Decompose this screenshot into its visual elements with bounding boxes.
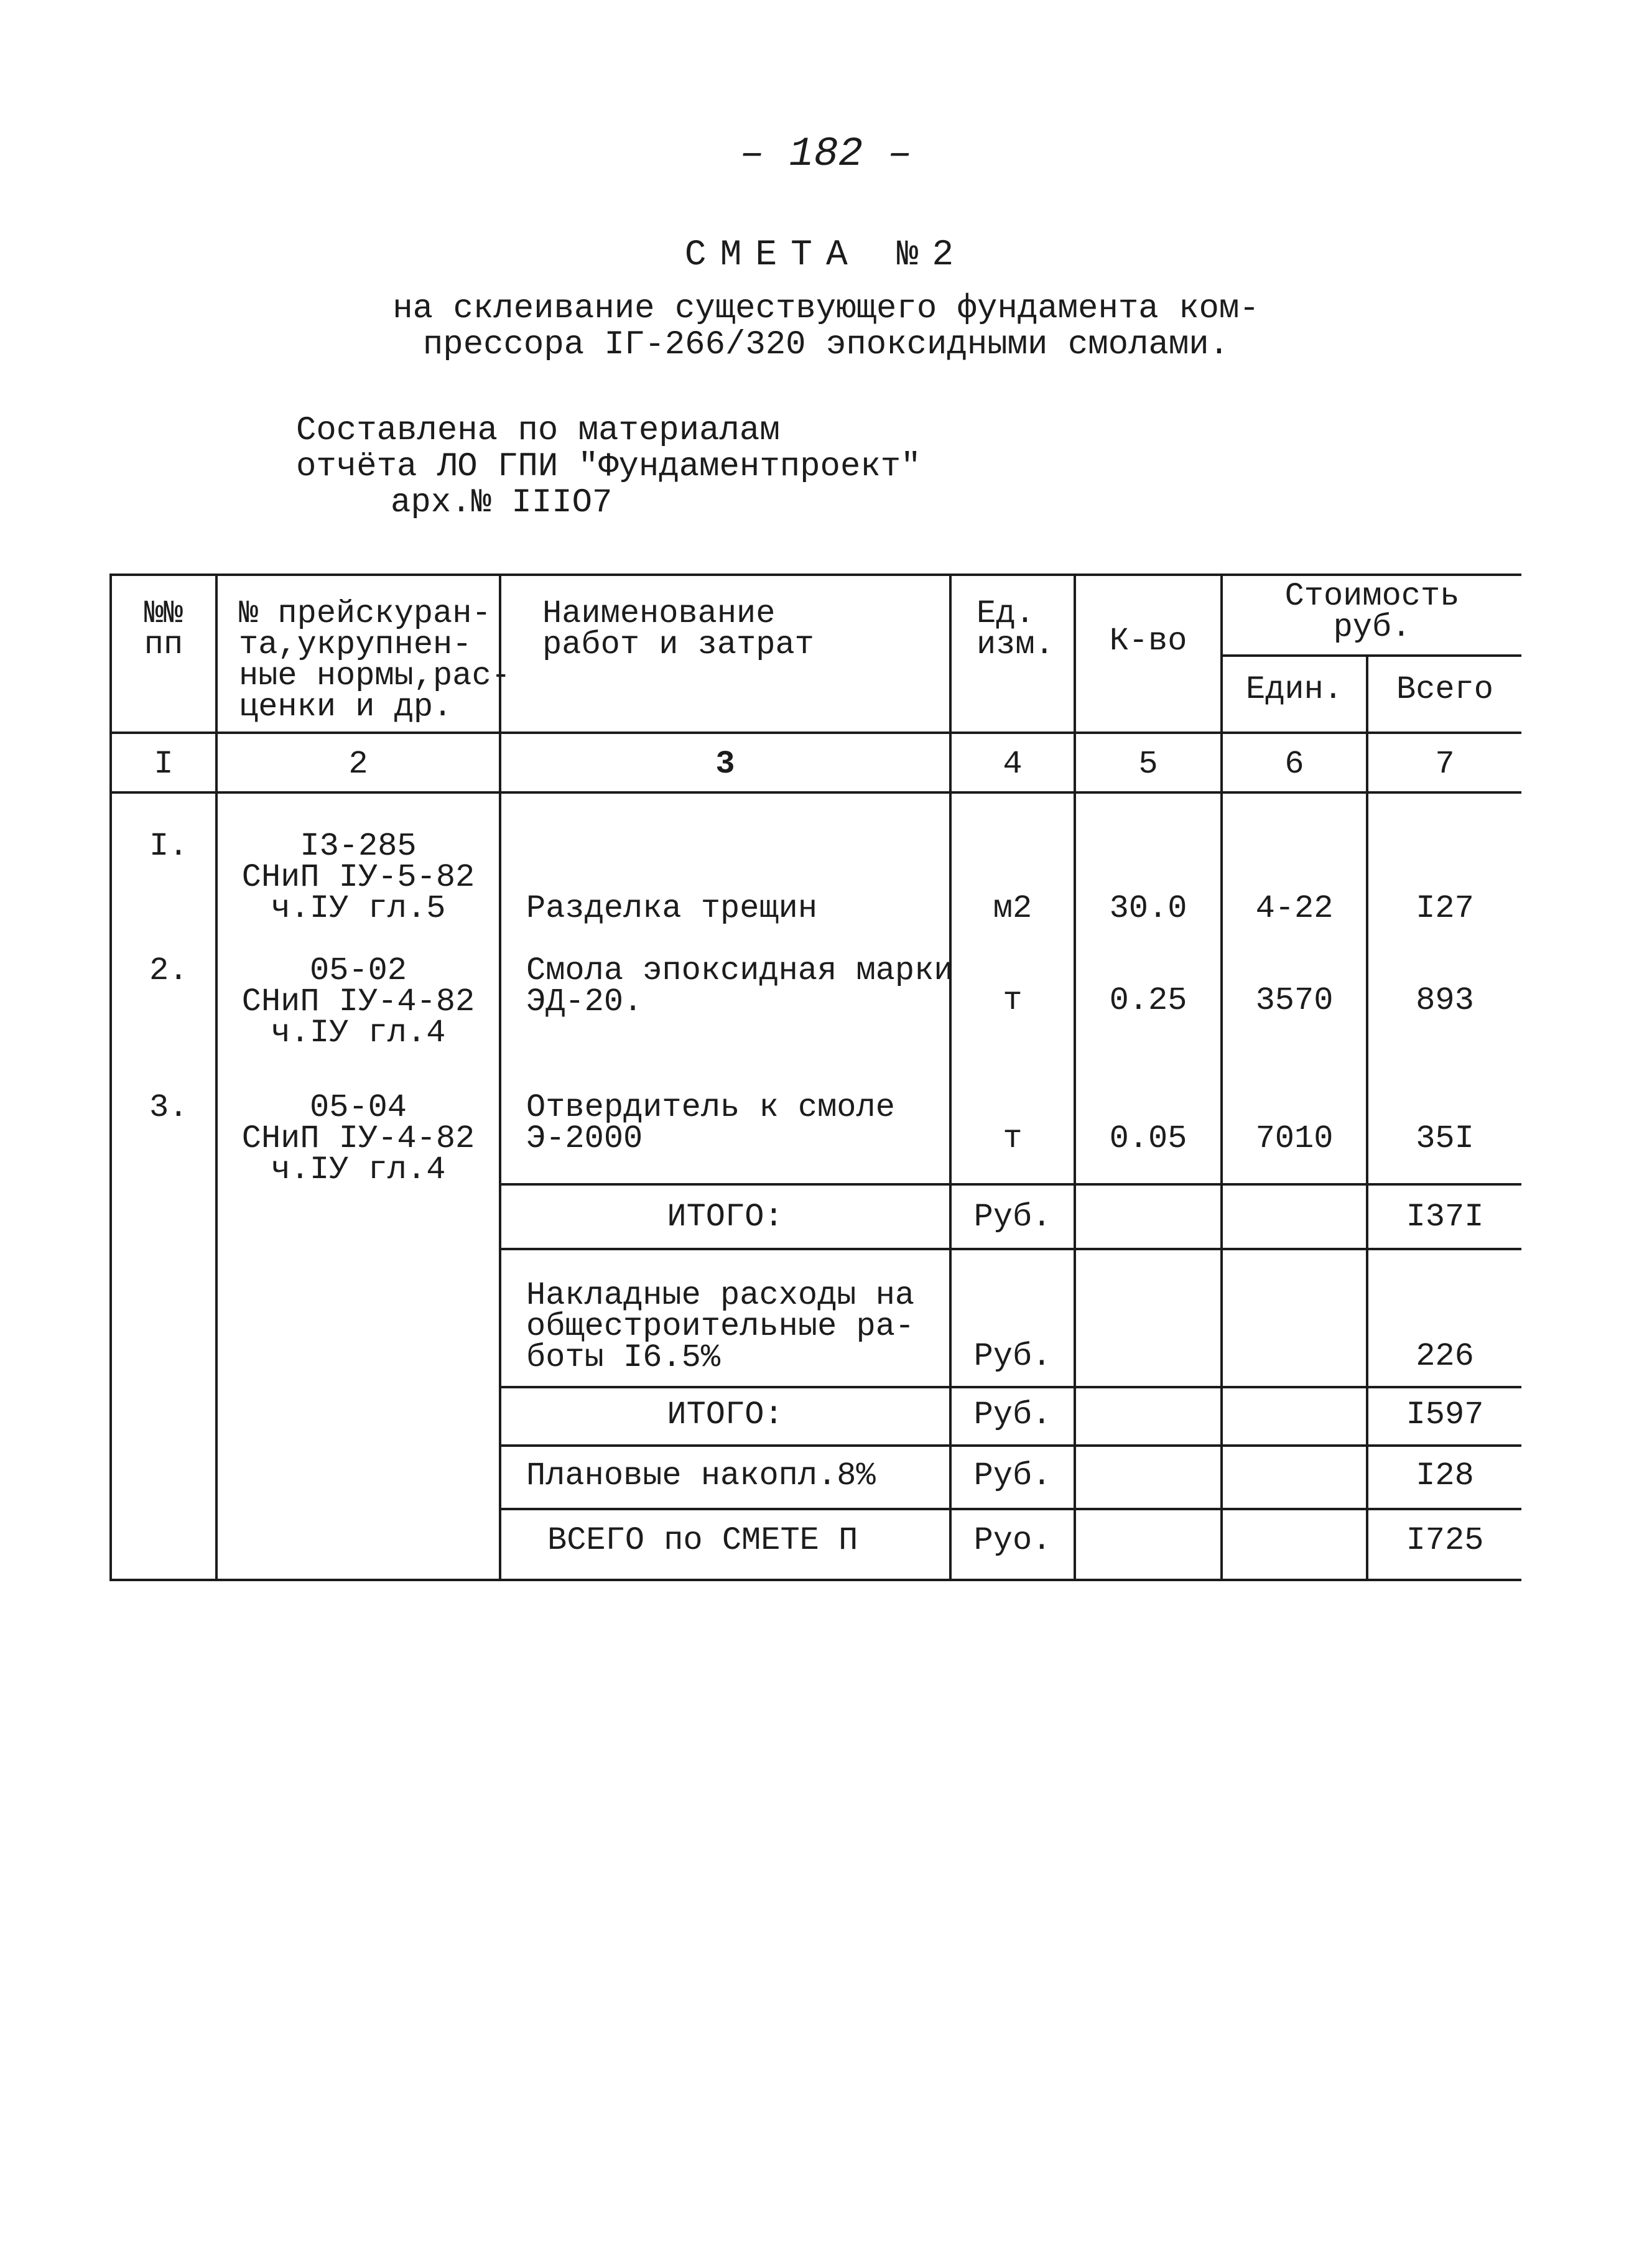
subtitle-line-1: на склеивание существующего фундамента ком- [392, 290, 1260, 328]
page-number: – 182 – [740, 131, 912, 177]
summary-unit: Руб. [973, 1396, 1052, 1433]
row-number: 2. [149, 952, 188, 989]
header-unit-price: Един. [1245, 671, 1343, 708]
col-border-4 [1074, 574, 1076, 1581]
summary-label: ВСЕГО по СМЕТЕ П [547, 1522, 858, 1559]
header-bottom-border [109, 732, 1521, 734]
column-numbers-border [109, 791, 1521, 794]
row-unit-price: 3570 [1255, 982, 1334, 1019]
row-reference: 05-04 СНиП IУ-4-82 ч.IУ гл.4 [241, 1089, 475, 1188]
header-reference: № прейскуран- та,укрупнен- ные нормы,рас- ценки и др. [239, 595, 511, 725]
header-quantity: К-во [1109, 623, 1187, 659]
summary-total: I597 [1406, 1396, 1484, 1433]
summary-label: Плановые накопл.8% [526, 1457, 876, 1494]
summary-total: 226 [1416, 1338, 1474, 1375]
summary-label: ИТОГО: [667, 1199, 784, 1235]
row-border [501, 1248, 1521, 1250]
summary-total: I37I [1406, 1199, 1484, 1235]
col-number: I [154, 746, 174, 783]
row-quantity: 0.25 [1109, 982, 1187, 1019]
summary-total: I725 [1406, 1522, 1484, 1559]
summary-total: I28 [1416, 1457, 1474, 1494]
row-total: I27 [1416, 890, 1474, 927]
summary-unit: Руб. [973, 1338, 1052, 1375]
header-name: Наименование работ и затрат [542, 595, 814, 663]
header-num: №№ пп [144, 595, 183, 663]
document-title: СМЕТА №2 [684, 235, 968, 276]
col-number: 2 [348, 746, 368, 783]
col-border-0 [109, 574, 112, 1581]
col-number: 5 [1138, 746, 1158, 783]
row-unit: т [1003, 982, 1023, 1019]
row-reference: I3-285 СНиП IУ-5-82 ч.IУ гл.5 [241, 828, 475, 927]
row-total: 893 [1416, 982, 1474, 1019]
row-border [501, 1183, 1521, 1186]
row-name: Разделка трещин [526, 890, 818, 927]
header-cost-group: Стоимость руб. [1284, 578, 1460, 646]
table-bottom-border [109, 1579, 1521, 1581]
cost-group-divider [1223, 654, 1521, 657]
source-line-2: отчёта ЛО ГПИ "Фундаментпроект" [296, 448, 921, 486]
col-number: 6 [1284, 746, 1304, 783]
summary-unit: Руб. [973, 1457, 1052, 1494]
row-quantity: 30.0 [1109, 890, 1187, 927]
row-unit: м2 [993, 890, 1032, 927]
summary-unit: Руб. [973, 1199, 1052, 1235]
col-border-1 [215, 574, 218, 1581]
row-border [501, 1386, 1521, 1388]
source-line-1: Составлена по материалам [296, 412, 780, 450]
subtitle-line-2: прессора IГ-266/320 эпоксидными смолами. [422, 326, 1230, 364]
row-border [501, 1444, 1521, 1447]
row-number: 3. [149, 1089, 188, 1126]
row-quantity: 0.05 [1109, 1120, 1187, 1157]
header-unit: Ед. изм. [977, 595, 1054, 663]
source-line-3: арх.№ IIIO7 [391, 484, 613, 522]
table-top-border [109, 574, 1521, 576]
row-number: I. [149, 828, 188, 865]
col-number: 7 [1435, 746, 1455, 783]
row-unit: т [1003, 1120, 1023, 1157]
summary-label: Накладные расходы на общестроительные ра- боты I6.5% [526, 1277, 915, 1376]
col-border-5 [1220, 574, 1223, 1581]
row-reference: 05-02 СНиП IУ-4-82 ч.IУ гл.4 [241, 952, 475, 1051]
row-border [501, 1508, 1521, 1510]
col-number: 4 [1003, 746, 1023, 783]
col-number: 3 [715, 746, 735, 783]
header-total: Всего [1396, 671, 1494, 708]
row-name: Отвердитель к смоле Э-2000 [526, 1089, 895, 1157]
row-total: 35I [1416, 1120, 1474, 1157]
row-name: Смола эпоксидная марки ЭД-20. [526, 952, 954, 1020]
row-unit-price: 7010 [1255, 1120, 1334, 1157]
summary-label: ИТОГО: [667, 1396, 784, 1433]
row-unit-price: 4-22 [1255, 890, 1334, 927]
summary-unit: Руо. [973, 1522, 1052, 1559]
col-border-6 [1366, 654, 1368, 1581]
